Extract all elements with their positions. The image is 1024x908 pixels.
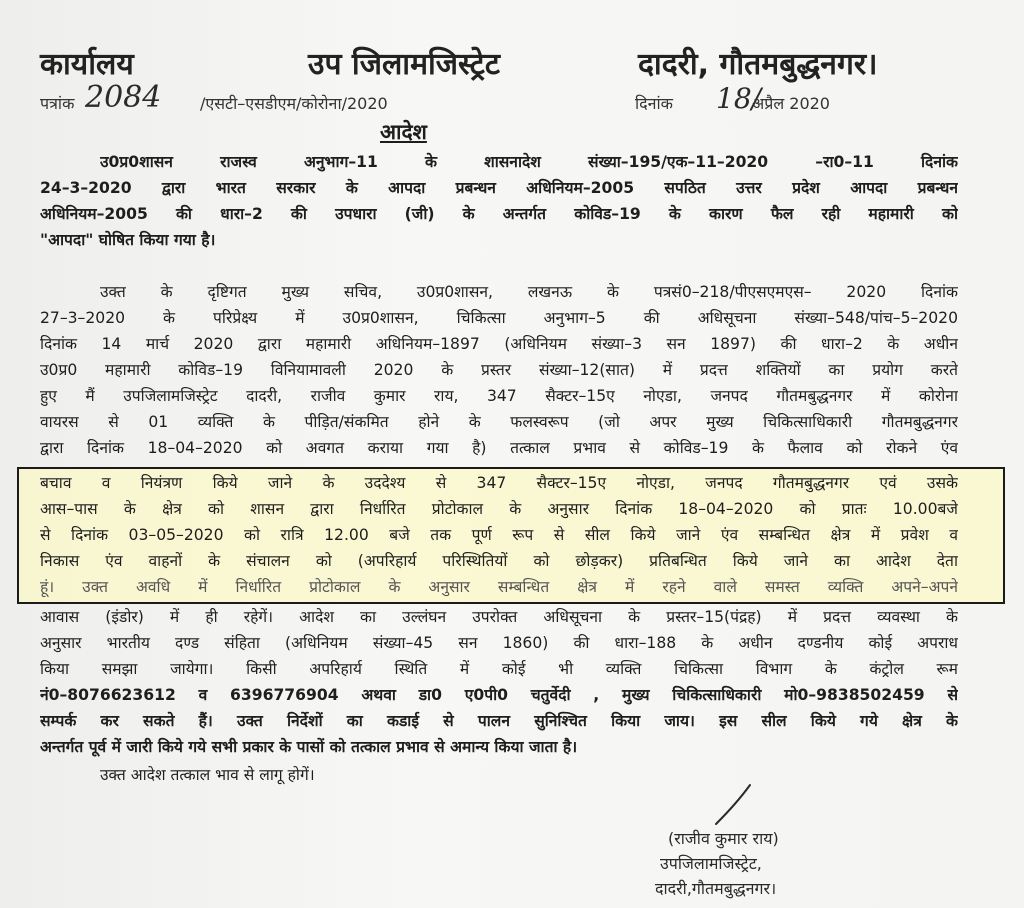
date-label: दिनांक [635, 94, 673, 113]
signatory-name: (राजीव कुमार राय) [668, 829, 779, 848]
para1-line: उ0प्र0शासन राजस्व अनुभाग–11 के शासनादेश संख्या–195/एक–11–2020 –रा0–11 दिनांक [100, 153, 958, 171]
para1-line: "आपदा" घोषित किया गया है। [40, 231, 216, 249]
para2-line: किया समझा जायेगा। किसी अपरिहार्य स्थिति में कोई भी व्यक्ति चिकित्सा विभाग के कंट्रोल रूम [40, 660, 958, 678]
para2-line: नं0–8076623612 व 6396776904 अथवा डा0 ए0पी0 चतुर्वेदी , मुख्य चिकित्साधिकारी मो0–9838502459 से [40, 686, 958, 704]
office-location: दादरी, गौतमबुद्धनगर। [638, 47, 878, 82]
signatory-location: दादरी,गौतमबुद्धनगर। [655, 879, 777, 898]
para2-line: हुए मैं उपजिलामजिस्ट्रेट दादरी, राजीव कुमार राय, 347 सैक्टर–15ए नोएडा, जनपद गौतमबुद्धनगर में कोरोना [40, 387, 958, 405]
para2-line: वायरस से 01 व्यक्ति के पीड़ित/संकमित होने के फलस्वरूप (जो अपर मुख्य चिकित्साधिकारी गौतमबुद्धनगर [40, 413, 958, 431]
reference-number-handwritten: 2084 [85, 80, 162, 115]
signatory-designation: उपजिलामजिस्ट्रेट, [660, 854, 762, 873]
highlighted-line: से दिनांक 03–05–2020 को रात्रि 12.00 बजे तक पूर्ण रूप से सील किये जाने एंव सम्बन्धित क्षेत्र में प्रवेश व [40, 526, 958, 544]
order-heading: आदेश [380, 120, 427, 144]
para2-line: द्वारा दिनांक 18–04–2020 को अवगत कराया गया है) तत्काल प्रभाव से कोविड–19 के फैलाव को रोकने एंव [40, 439, 958, 457]
reference-label: पत्रांक [40, 94, 75, 113]
closing-line: उक्त आदेश तत्काल भाव से लागू होगें। [100, 766, 315, 784]
highlighted-line: निकास एंव वाहनों के संचालन को (अपरिहार्य परिस्थितियों को छोड़कर) प्रतिबन्धित किये जाने का आदेश देता [40, 552, 958, 570]
signature-mark [712, 782, 754, 828]
para2-line: अन्तर्गत पूर्व में जारी किये गये सभी प्रकार के पासों को तत्काल प्रभाव से अमान्य किया जाता है। [40, 738, 578, 756]
para2-line: उक्त के दृष्टिगत मुख्य सचिव, उ0प्र0शासन, लखनऊ के पत्रसं0–218/पीएसएमएस– 2020 दिनांक [100, 283, 958, 301]
para1-line: 24–3–2020 द्वारा भारत सरकार के आपदा प्रबन्धन अधिनियम–2005 सपठित उत्तर प्रदेश आपदा प्रबन्धन [40, 179, 958, 197]
authority-title: उप जिलामजिस्ट्रेट [308, 47, 500, 82]
date-day-handwritten: 18/ [716, 82, 762, 115]
reference-code: /एसटी–एसडीएम/कोरोना/2020 [200, 94, 388, 113]
para2-line: उ0प्र0 महामारी कोविड–19 विनियामावली 2020 के प्रस्तर संख्या–12(सात) में प्रदत्त शक्तियों का प्रयोग करते [40, 361, 958, 379]
para2-line: अनुसार भारतीय दण्ड संहिता (अधिनियम संख्या–45 सन 1860) की धारा–188 के अधीन दण्डनीय कोई अपराध [40, 634, 958, 652]
para2-line: दिनांक 14 मार्च 2020 द्वारा महामारी अधिनियम–1897 (अधिनियम संख्या–3 सन 1897) की धारा–2 के अधीन [40, 335, 958, 353]
highlighted-line: हूं। उक्त अवधि में निर्धारित प्रोटोकाल के अनुसार सम्बन्धित क्षेत्र में रहने वाले समस्त व्यक्ति अपने–अपने [40, 578, 958, 596]
para2-line: आवास (इंडोर) में ही रहेगें। आदेश का उल्लंघन उपरोक्त अधिसूचना के प्रस्तर–15(पंद्रह) में प्रदत्त व्यवस्था के [40, 608, 958, 626]
date-month-year: अप्रैल 2020 [752, 94, 830, 113]
office-heading: कार्यालय [40, 47, 134, 82]
para2-line: सम्पर्क कर सकते हैं। उक्त निर्देशों का कडाई से पालन सुनिश्चित किया जाय। इस सील किये गये क्षेत्र के [40, 712, 958, 730]
highlighted-line: आस–पास के क्षेत्र को शासन द्वारा निर्धारित प्रोटोकाल के अनुसार दिनांक 18–04–2020 को प्रातः 10.00बजे [40, 500, 958, 518]
highlighted-line: बचाव व नियंत्रण किये जाने के उददेश्य से 347 सैक्टर–15ए नोएडा, जनपद गौतमबुद्धनगर एवं उसके [40, 474, 958, 492]
para2-line: 27–3–2020 के परिप्रेक्ष्य में उ0प्र0शासन, चिकित्सा अनुभाग–5 की अधिसूचना संख्या–548/पांच–5–2020 [40, 309, 958, 327]
para1-line: अधिनियम–2005 की धारा–2 की उपधारा (जी) के अन्तर्गत कोविड–19 के कारण फैल रही महामारी को [40, 205, 958, 223]
